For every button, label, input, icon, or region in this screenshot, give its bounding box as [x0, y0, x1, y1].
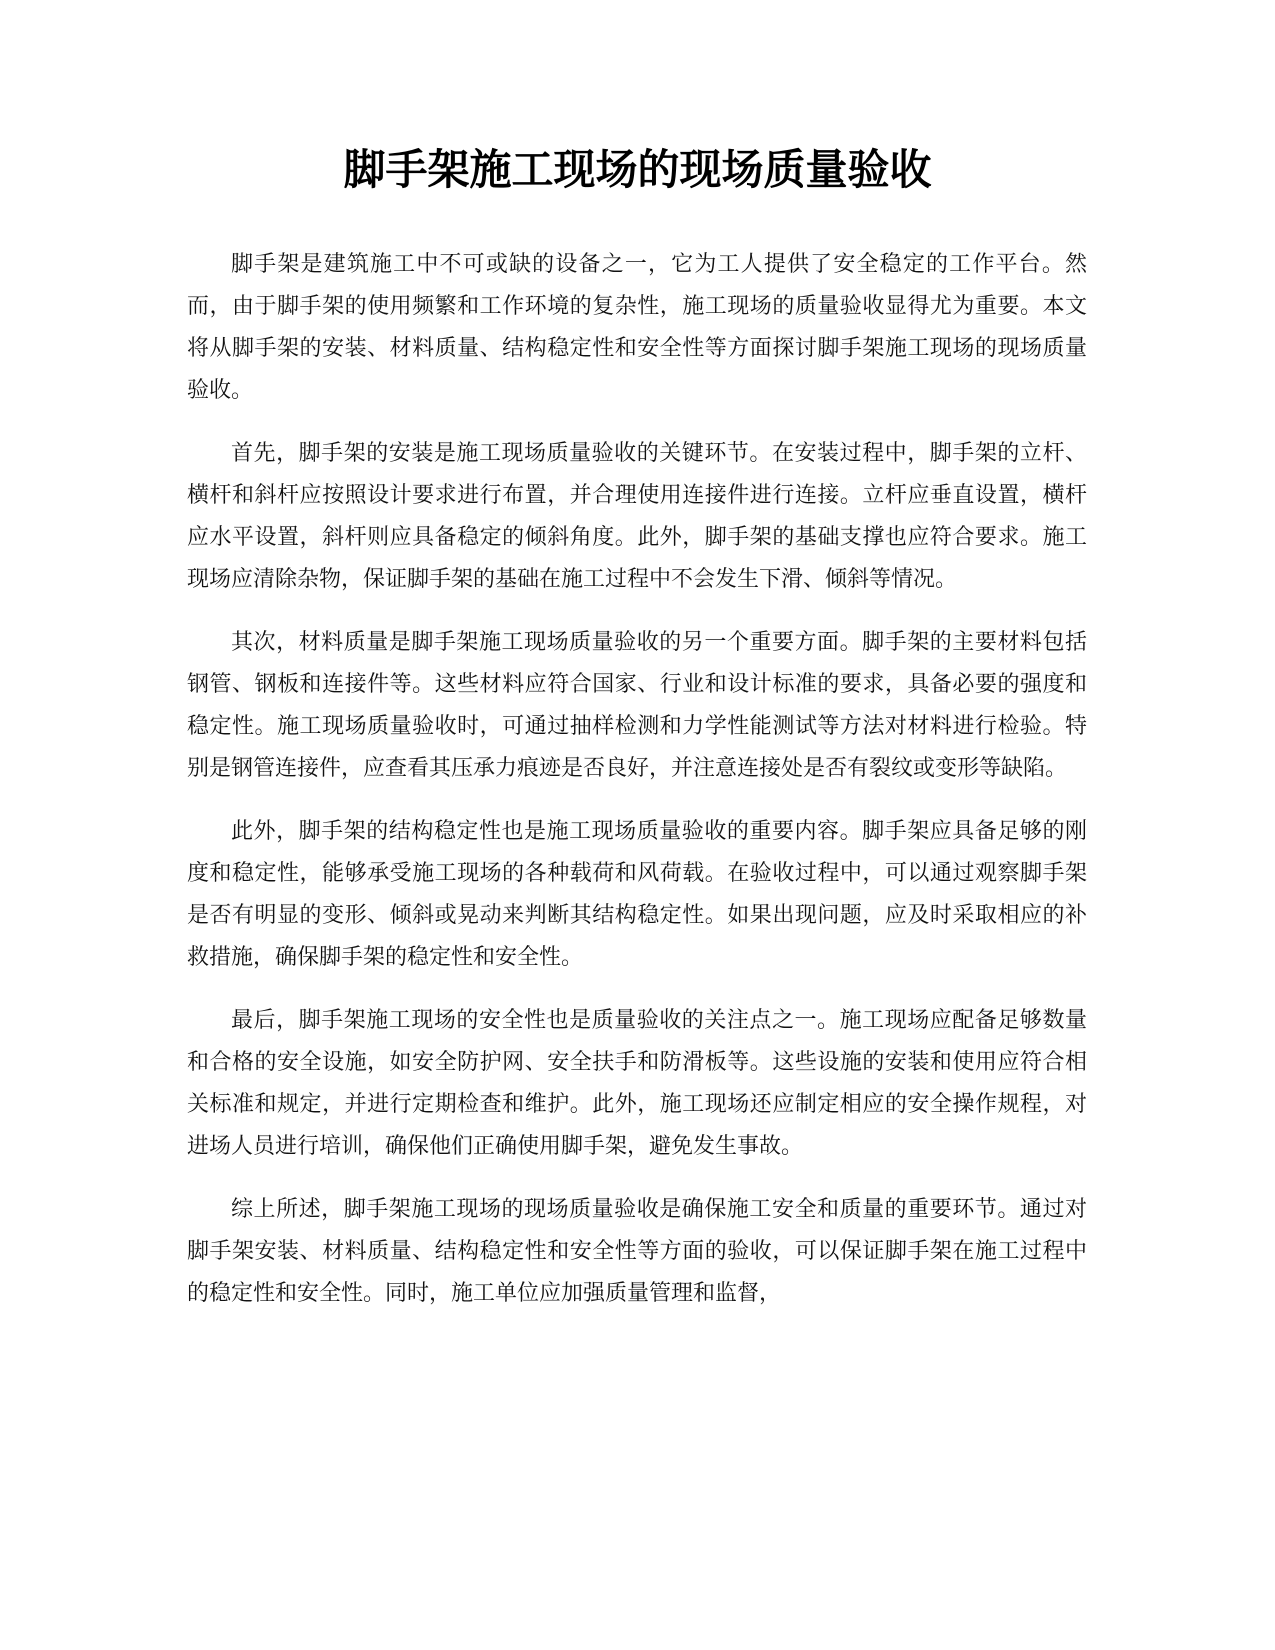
paragraph-materials: 其次，材料质量是脚手架施工现场质量验收的另一个重要方面。脚手架的主要材料包括钢管、钢板和连接件等。这些材料应符合国家、行业和设计标准的要求，具备必要的强度和稳定性。施工现场质量验收时，可通过抽样检测和力学性能测试等方法对材料进行检验。特别是钢管连接件，应查看其压承力痕迹是否良好，并注意连接处是否有裂纹或变形等缺陷。 [187, 630, 1087, 781]
document-title: 脚手架施工现场的现场质量验收 [343, 145, 932, 194]
paragraph-stability: 此外，脚手架的结构稳定性也是施工现场质量验收的重要内容。脚手架应具备足够的刚度和稳定性，能够承受施工现场的各种载荷和风荷载。在验收过程中，可以通过观察脚手架是否有明显的变形、倾斜或晃动来判断其结构稳定性。如果出现问题，应及时采取相应的补救措施，确保脚手架的稳定性和安全性。 [187, 819, 1087, 970]
paragraph-installation: 首先，脚手架的安装是施工现场质量验收的关键环节。在安装过程中，脚手架的立杆、横杆和斜杆应按照设计要求进行布置，并合理使用连接件进行连接。立杆应垂直设置，横杆应水平设置，斜杆则应具备稳定的倾斜角度。此外，脚手架的基础支撑也应符合要求。施工现场应清除杂物，保证脚手架的基础在施工过程中不会发生下滑、倾斜等情况。 [187, 441, 1087, 592]
paragraph-safety: 最后，脚手架施工现场的安全性也是质量验收的关注点之一。施工现场应配备足够数量和合格的安全设施，如安全防护网、安全扶手和防滑板等。这些设施的安装和使用应符合相关标准和规定，并进行定期检查和维护。此外，施工现场还应制定相应的安全操作规程，对进场人员进行培训，确保他们正确使用脚手架，避免发生事故。 [187, 1008, 1087, 1159]
paragraph-intro: 脚手架是建筑施工中不可或缺的设备之一，它为工人提供了安全稳定的工作平台。然而，由于脚手架的使用频繁和工作环境的复杂性，施工现场的质量验收显得尤为重要。本文将从脚手架的安装、材料质量、结构稳定性和安全性等方面探讨脚手架施工现场的现场质量验收。 [187, 252, 1087, 403]
paragraph-conclusion: 综上所述，脚手架施工现场的现场质量验收是确保施工安全和质量的重要环节。通过对脚手架安装、材料质量、结构稳定性和安全性等方面的验收，可以保证脚手架在施工过程中的稳定性和安全性。同时，施工单位应加强质量管理和监督， [187, 1197, 1087, 1306]
document-body [187, 244, 1087, 1336]
